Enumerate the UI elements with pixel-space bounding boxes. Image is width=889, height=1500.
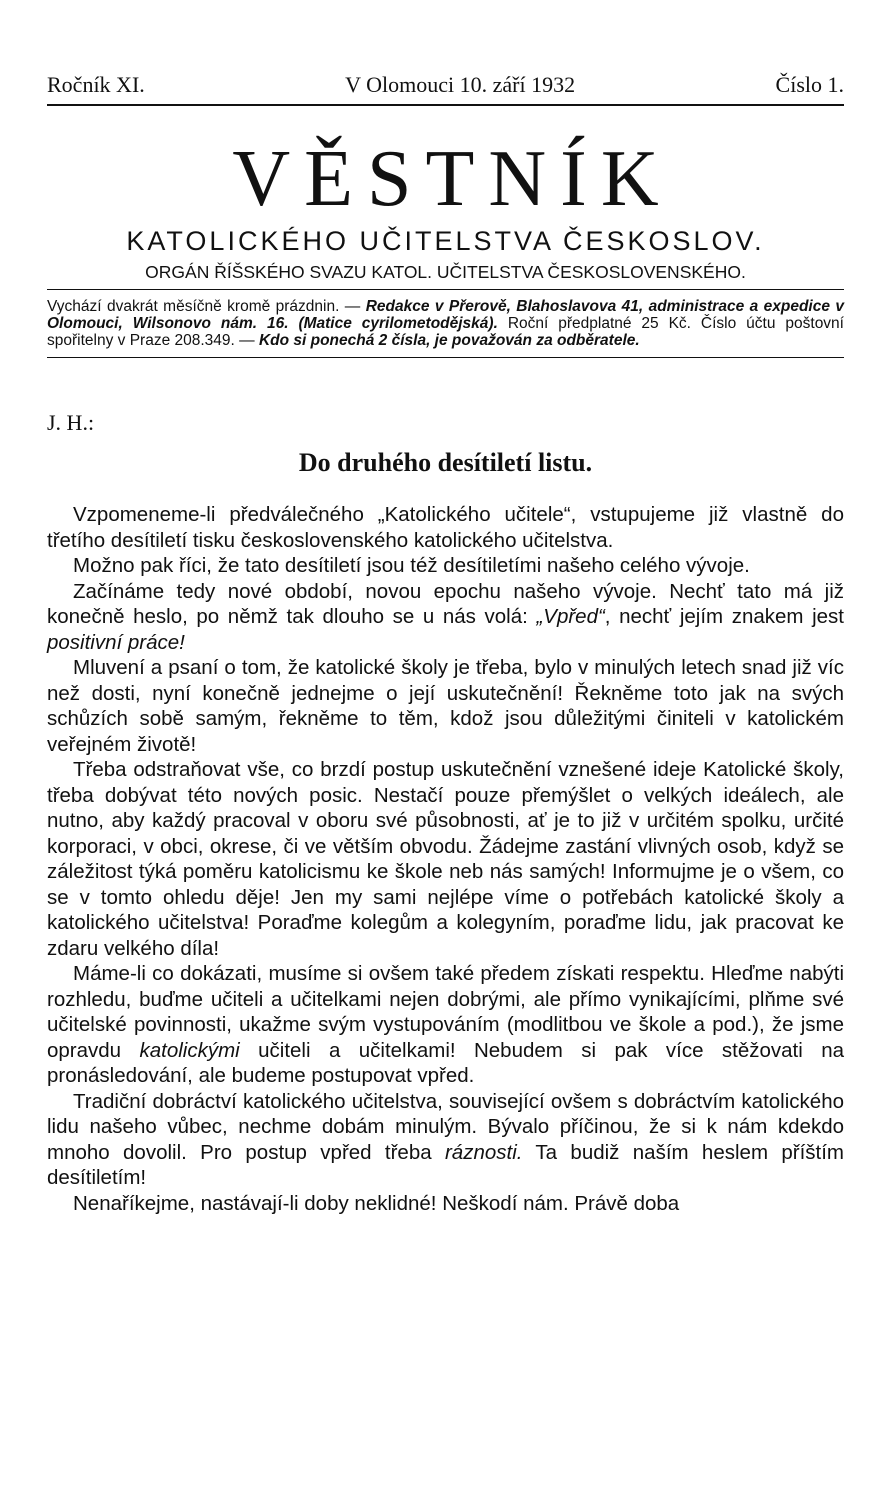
- paragraph-emphasis: ráznosti.: [444, 1140, 523, 1164]
- paragraph-text: , nechť jejím znakem jest: [604, 605, 844, 628]
- paragraph-text: Tradiční dobráctví katolického učitelstva, související ovšem s dobráctvím katolického lidu našeho vůbec, nechme dobám minulým. Bývalo příčinou, že si k nám kdekdo mnoho dovolil. Pro postup vpřed třeba: [47, 1089, 844, 1164]
- masthead-subtitle: KATOLICKÉHO UČITELSTVA ČESKOSLOV.: [126, 226, 765, 256]
- paragraph-emphasis: positivní práce!: [47, 630, 185, 654]
- paragraph-emphasis: katolickými: [139, 1038, 240, 1062]
- issue-number: Číslo 1.: [775, 72, 844, 97]
- info-editorial-address: Redakce v Přerově, Blahoslavova 41, administrace a expedice v Olomouci, Wilsonovo nám. 16. (Matice cyrilometodějská).: [47, 298, 844, 332]
- volume-label: Ročník XI.: [47, 72, 145, 97]
- paragraph: Třeba odstraňovat vše, co brzdí postup uskutečnění vznešené ideje Katolické školy, třeba dobývat této nových posic. Nestačí pouze přemýšlet o velkých ideálech, ale nutno, aby každý pracoval v oboru své působnosti, ať je to již v určitém spolku, určité korporaci, v obci, okrese, či ve větším obvodu. Žádejme zastání vlivných osob, když se záležitost týká poměru katolicismu ke škole neb nás samých! Informujme je o všem, co se v tomto ohledu děje! Jen my sami nejlépe víme o potřebách katolické školy a katolického učitelstva! Poraďme kolegům a kolegyním, poraďme lidu, jak pracovat ke zdaru velkého díla!: [47, 758, 844, 960]
- place-date: V Olomouci 10. září 1932: [345, 72, 576, 97]
- info-subscriber-note: Kdo si ponechá 2 čísla, je považován za odběratele.: [258, 332, 640, 349]
- publication-info: [47, 298, 844, 349]
- paragraph: Nenaříkejme, nastávají-li doby neklidné! Neškodí nám. Právě doba: [73, 1191, 680, 1215]
- masthead-title: VĚSTNÍK: [232, 135, 673, 223]
- paragraph-text: Začínáme tedy nové období, novou epochu našeho vývoje. Nechť tato má již konečně heslo, po němž tak dlouho se u nás volá:: [47, 579, 844, 628]
- paragraph-emphasis: „Vpřed“: [536, 605, 605, 628]
- article-title: Do druhého desítiletí listu.: [298, 448, 593, 477]
- newspaper-page: [47, 72, 844, 1216]
- paragraph: Možno pak říci, že tato desítiletí jsou též desítiletími našeho celého vývoje.: [73, 554, 750, 577]
- issue-header: [47, 72, 844, 104]
- info-rule: [47, 357, 844, 358]
- paragraph-text: Ta budiž naším heslem příštím desítiletím!: [47, 1140, 844, 1189]
- paragraph: [47, 579, 844, 656]
- info-frequency: Vychází dvakrát měsíčně kromě prázdnin. —: [47, 298, 366, 315]
- article-author: J. H.:: [47, 410, 95, 435]
- masthead-organ: ORGÁN ŘÍŠSKÉHO SVAZU KATOL. UČITELSTVA ČESKOSLOVENSKÉHO.: [145, 262, 746, 282]
- article-body: [47, 502, 844, 1216]
- paragraph: Mluvení a psaní o tom, že katolické školy je třeba, bylo v minulých letech snad již víc než dosti, nyní konečně jednejme o její uskutečnění! Řekněme toto jak na svých schůzích sobě samým, řekněme to těm, kdož jsou důležitými činiteli v katolickém veřejném životě!: [47, 656, 844, 756]
- masthead-rule: [47, 289, 844, 290]
- paragraph: [47, 961, 844, 1089]
- info-subscription: Roční předplatné 25 Kč. Číslo účtu poštovní spořitelny v Praze 208.349. —: [47, 315, 844, 349]
- paragraph-text: Máme-li co dokázati, musíme si ovšem také předem získati respektu. Hleďme nabýti rozhledu, buďme učiteli a učitelkami nejen dobrými, ale přímo vynikajícími, plňme své učitelské povinnosti, ukažme svým vystupováním (modlitbou ve škole a pod.), že jsme opravdu: [47, 962, 844, 1062]
- header-rule: [47, 104, 844, 106]
- paragraph: Vzpomeneme-li předválečného „Katolického učitele“, vstupujeme již vlastně do třetího desítiletí tisku československého katolického učitelstva.: [47, 503, 844, 552]
- paragraph: [47, 1089, 844, 1191]
- paragraph-text: učiteli a učitelkami! Nebudem si pak více stěžovati na pronásledování, ale budeme postupovat vpřed.: [47, 1038, 844, 1087]
